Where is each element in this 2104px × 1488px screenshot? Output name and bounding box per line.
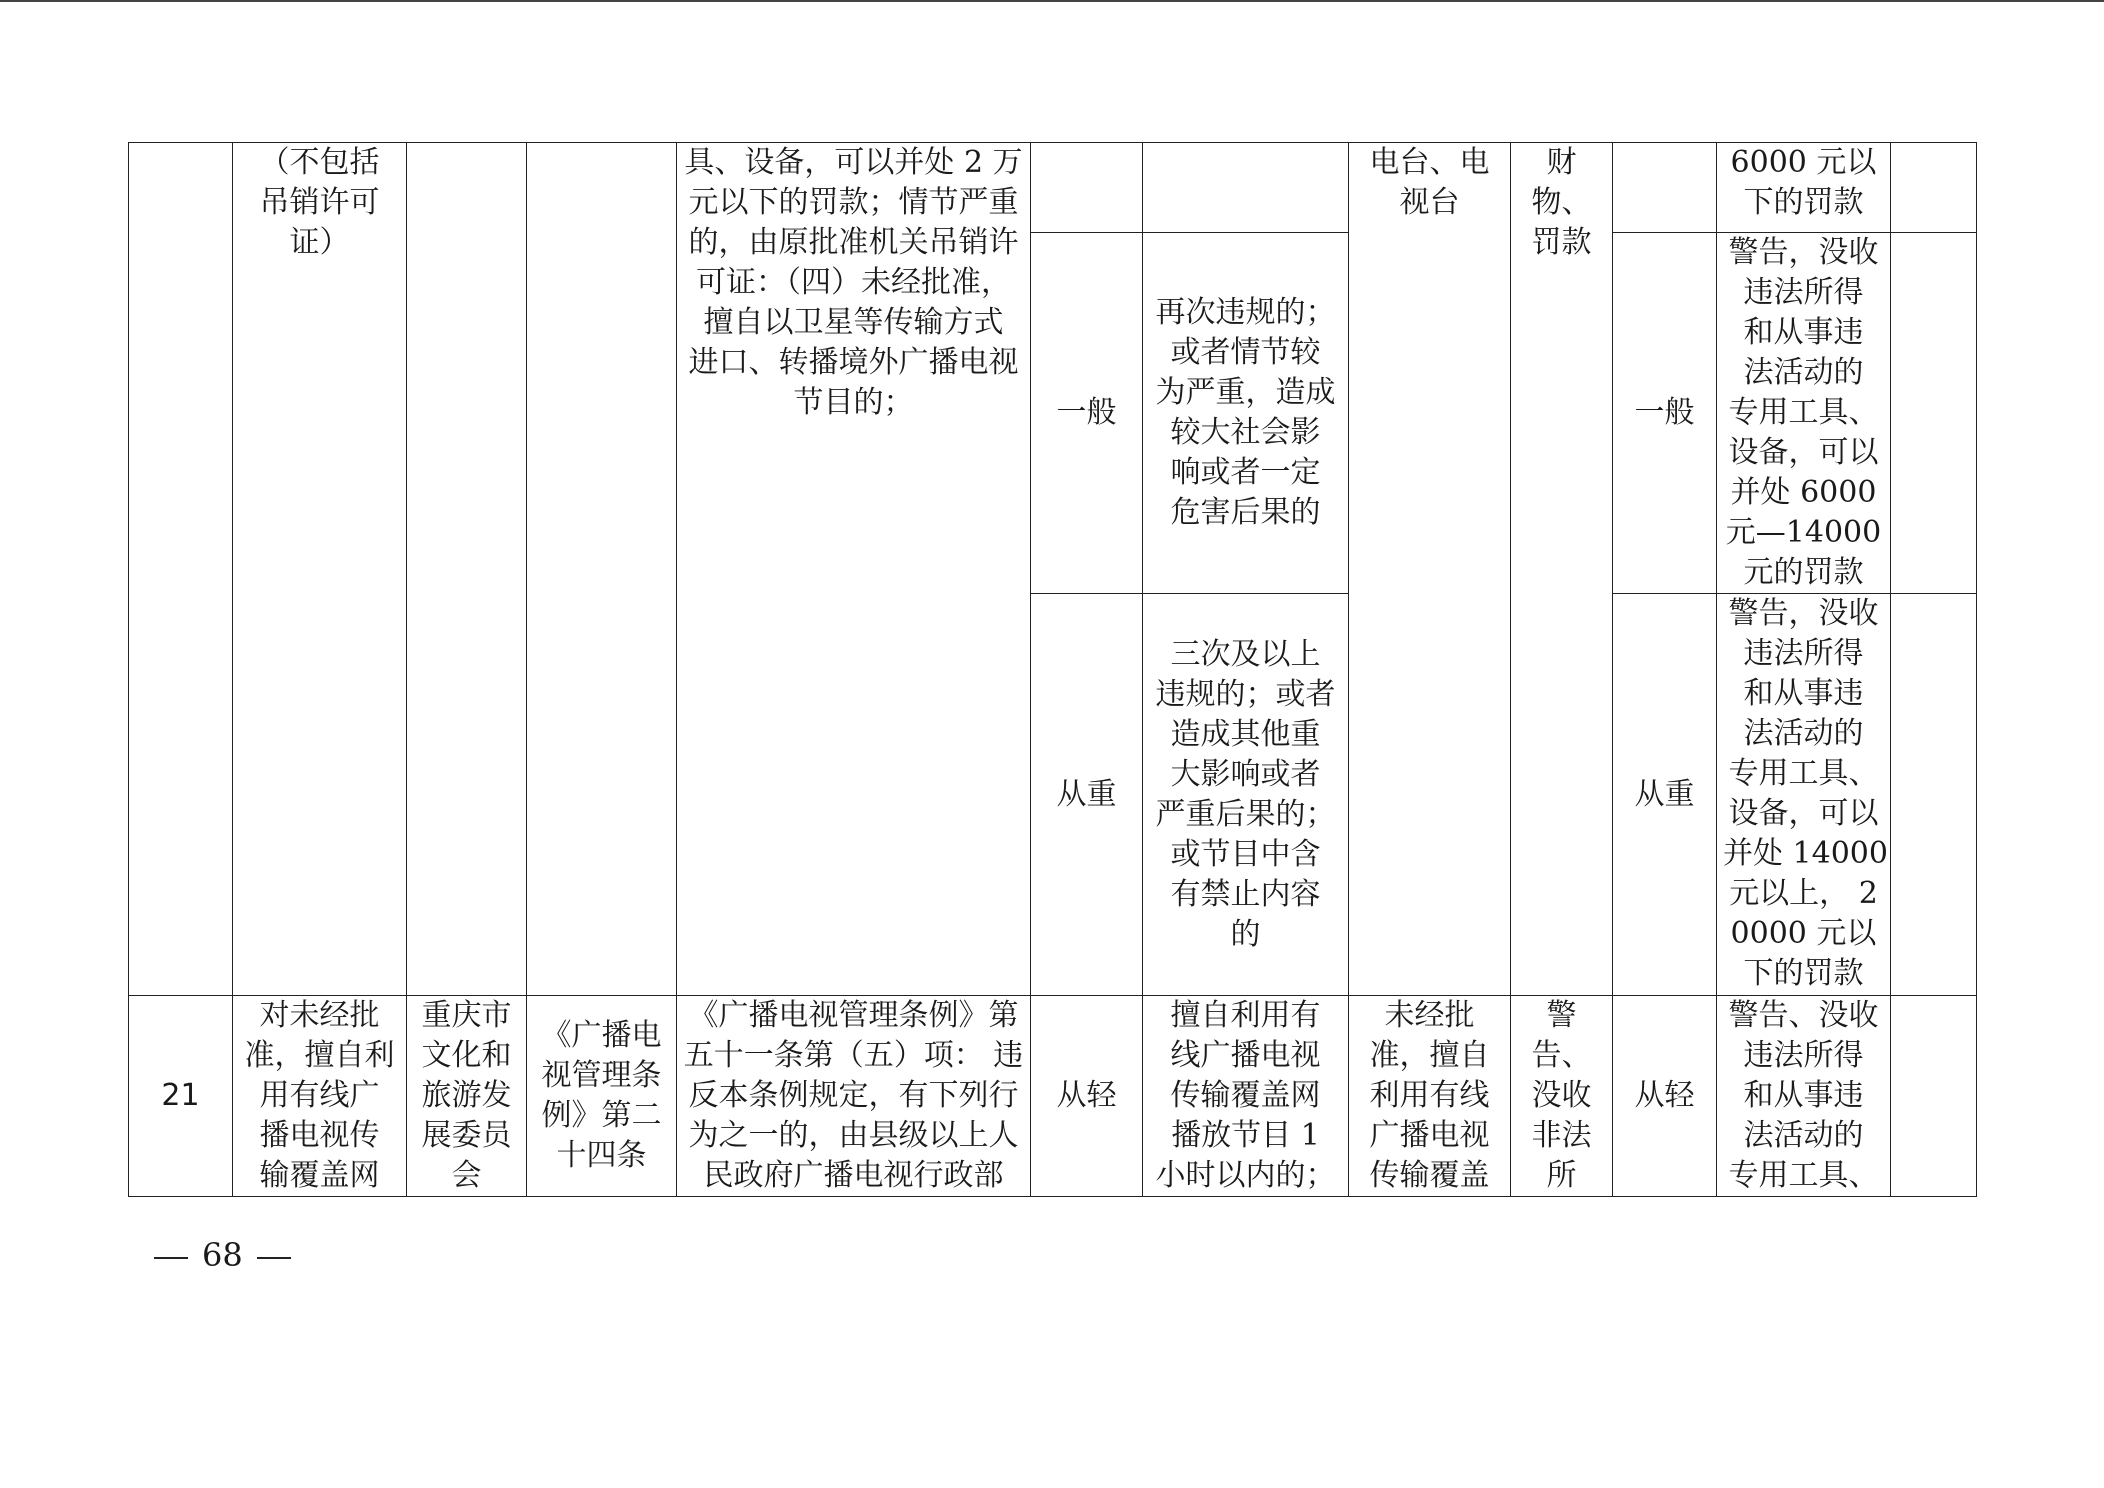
top-border-line [0, 0, 2104, 2]
dash-left [154, 1257, 188, 1259]
standard-cell: 6000 元以 下的罚款 [1717, 143, 1891, 233]
level-cell: 一般 [1031, 233, 1143, 594]
level2-cell [1613, 143, 1717, 233]
circumstance-cell [1143, 143, 1349, 233]
level-cell [1031, 143, 1143, 233]
note-cell [1891, 143, 1977, 233]
note-cell [1891, 233, 1977, 594]
subject-cell: 电台、电 视台 [1349, 143, 1511, 996]
level-cell: 从重 [1031, 594, 1143, 996]
penalty-type-cell: 警 告、 没收 非法 所 [1511, 996, 1613, 1197]
legal-basis-cell: 《广播电视管理条例》第 五十一条第（五）项： 违 反本条例规定，有下列行 为之一的，由县级以上人 民政府广播电视行政部 [677, 996, 1031, 1197]
law-cell [527, 143, 677, 996]
table-row [129, 996, 1977, 1197]
page-number-text: 68 [202, 1236, 243, 1274]
dash-right [257, 1257, 291, 1259]
note-cell [1891, 594, 1977, 996]
department-cell [407, 143, 527, 996]
level2-cell: 一般 [1613, 233, 1717, 594]
level-cell: 从轻 [1031, 996, 1143, 1197]
standard-cell: 警告，没收 违法所得 和从事违 法活动的 专用工具、 设备，可以 并处 6000 元—14000 元的罚款 [1717, 233, 1891, 594]
department-cell: 重庆市 文化和 旅游发 展委员 会 [407, 996, 527, 1197]
item-cell: （不包括 吊销许可 证） [233, 143, 407, 996]
standard-cell: 警告，没收 违法所得 和从事违 法活动的 专用工具、 设备，可以 并处 14000 元以上， 2 0000 元以 下的罚款 [1717, 594, 1891, 996]
table-row [129, 143, 1977, 233]
penalty-type-cell: 财 物、 罚款 [1511, 143, 1613, 996]
standard-cell: 警告、没收 违法所得 和从事违 法活动的 专用工具、 [1717, 996, 1891, 1197]
note-cell [1891, 996, 1977, 1197]
row-number-cell: 21 [129, 996, 233, 1197]
row-number-cell [129, 143, 233, 996]
level2-cell: 从重 [1613, 594, 1717, 996]
level2-cell: 从轻 [1613, 996, 1717, 1197]
subject-cell: 未经批 准，擅自 利用有线 广播电视 传输覆盖 [1349, 996, 1511, 1197]
legal-basis-cell: 具、设备，可以并处 2 万 元以下的罚款；情节严重 的，由原批准机关吊销许 可证：（四）未经批准， 擅自以卫星等传输方式 进口、转播境外广播电视 节目的； [677, 143, 1031, 996]
circumstance-cell: 擅自利用有 线广播电视 传输覆盖网 播放节目 1 小时以内的； [1143, 996, 1349, 1197]
circumstance-cell: 再次违规的； 或者情节较 为严重，造成 较大社会影 响或者一定 危害后果的 [1143, 233, 1349, 594]
law-cell: 《广播电 视管理条 例》第二 十四条 [527, 996, 677, 1197]
page-number [140, 1236, 305, 1274]
penalty-standard-table [128, 142, 1977, 1197]
circumstance-cell: 三次及以上 违规的；或者 造成其他重 大影响或者 严重后果的； 或节目中含 有禁止内容 的 [1143, 594, 1349, 996]
item-cell: 对未经批 准，擅自利 用有线广 播电视传 输覆盖网 [233, 996, 407, 1197]
